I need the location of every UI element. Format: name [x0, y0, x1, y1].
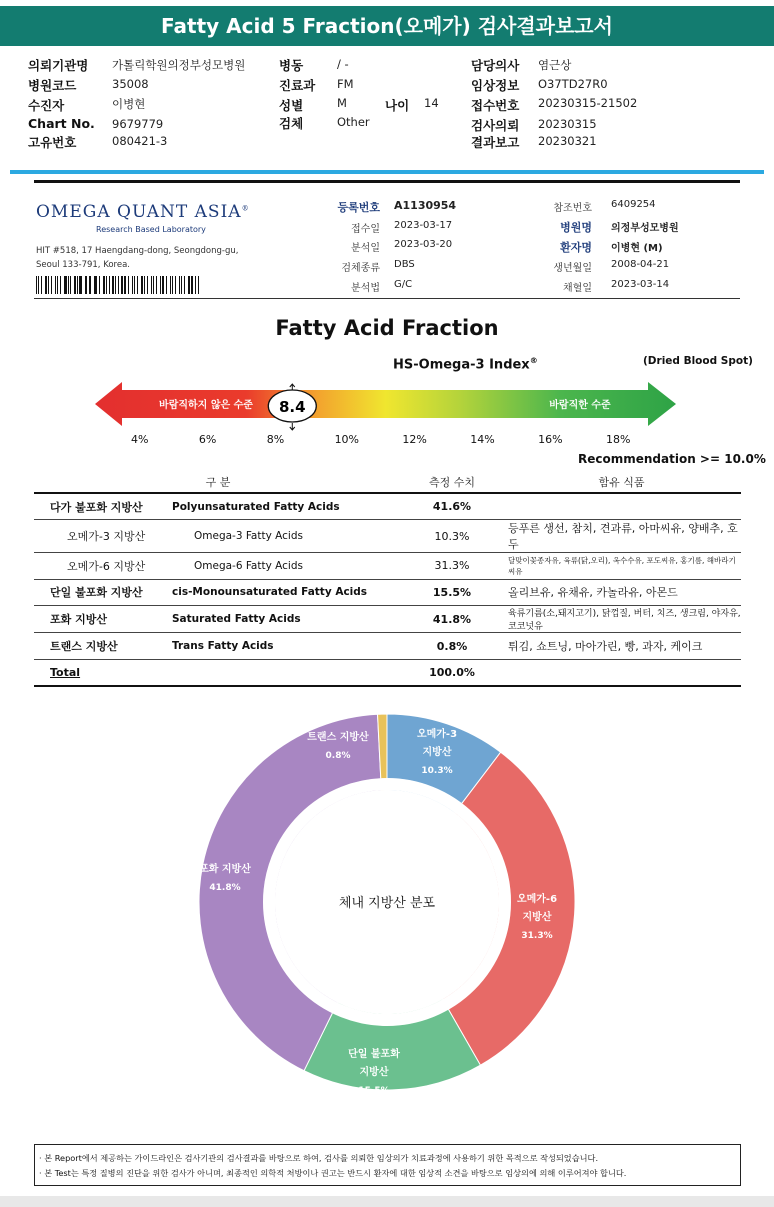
received-value: 2023-03-17 [394, 220, 453, 231]
row-value: 0.8% [402, 633, 502, 660]
chart-value: 9679779 [112, 117, 164, 131]
barcode-bar [106, 276, 107, 294]
specimen-value: Other [337, 115, 370, 129]
index-reg-mark: ® [529, 356, 538, 365]
total-value: 100.0% [402, 659, 502, 686]
barcode-bar [124, 276, 126, 294]
method-label: 분석법 [351, 283, 380, 294]
report-label: 결과보고 [471, 135, 520, 150]
index-title-text: HS-Omega-3 Index [393, 357, 530, 373]
table-row [34, 579, 741, 606]
barcode-bar [74, 276, 75, 294]
barcode-bar [68, 276, 69, 294]
bottom-band [0, 1196, 774, 1207]
recommendation: Recommendation >= 10.0% [578, 452, 766, 466]
slice-name-label: 지방산 [359, 1067, 389, 1078]
info-patient-value: 이병현 (M) [611, 243, 663, 254]
barcode-bar [95, 276, 96, 294]
request-value: 20230315 [538, 117, 597, 131]
index-value: 8.4 [278, 398, 306, 416]
barcode-bar [70, 276, 71, 294]
scale-tick: 10% [334, 433, 360, 446]
received-label: 접수일 [351, 224, 380, 235]
doctor-value: 염근상 [538, 58, 572, 72]
age-label: 나이 [385, 98, 410, 113]
draw-value: 2023-03-14 [611, 279, 670, 290]
barcode-bar [36, 276, 37, 294]
code-value: 35008 [112, 77, 149, 91]
lab-logo [36, 202, 250, 222]
slice-value-label: 15.5% [358, 1086, 390, 1096]
barcode-bar [79, 276, 81, 294]
sample-label: 검체종류 [341, 263, 380, 274]
scale-tick: 18% [606, 433, 631, 446]
slice-name-label: 오메가-6 [516, 894, 558, 905]
good-level-label: 바람직한 수준 [549, 400, 611, 411]
omega-index-scale [0, 374, 774, 436]
clinical-value: O37TD27R0 [538, 77, 608, 91]
report-title: Fatty Acid 5 Fraction(오메가) 검사결과보고서 [0, 6, 774, 46]
header-value: 측정 수치 [428, 476, 475, 489]
table-row [34, 553, 741, 580]
row-value: 41.6% [402, 493, 502, 520]
row-food: 튀김, 쇼트닝, 마아가린, 빵, 과자, 케이크 [502, 633, 741, 660]
row-english-name: cis-Monounsaturated Fatty Acids [172, 579, 402, 606]
hospital-label: 의뢰기관명 [28, 58, 89, 73]
id-label: 고유번호 [28, 135, 77, 150]
barcode-bar [170, 276, 171, 294]
barcode-bar [121, 276, 122, 294]
scale-tick: 4% [131, 433, 149, 446]
barcode-bar [99, 276, 100, 294]
barcode-bar [172, 276, 173, 294]
header-food: 함유 식품 [598, 476, 645, 489]
table-row [34, 606, 741, 633]
slice-name-label: 지방산 [422, 747, 452, 758]
marker-down-arrow [290, 423, 295, 430]
slice-value-label: 41.8% [209, 883, 241, 893]
slice-value-label: 0.8% [325, 751, 351, 761]
row-value: 15.5% [402, 579, 502, 606]
marker-up-arrow [290, 384, 295, 390]
barcode-bar [198, 276, 199, 294]
barcode-bar [144, 276, 145, 294]
index-title [393, 356, 538, 372]
doctor-label: 담당의사 [471, 58, 520, 73]
table-total-row [34, 659, 741, 686]
donut-title: 체내 지방산 분포 [338, 896, 436, 911]
row-food [502, 493, 741, 520]
total-food [502, 659, 741, 686]
hosp-value: 의정부성모병원 [611, 223, 679, 234]
scale-tick: 16% [538, 433, 563, 446]
ward-label: 병동 [279, 58, 304, 73]
row-english-name: Polyunsaturated Fatty Acids [172, 493, 402, 520]
row-category: 포화 지방산 [34, 606, 172, 633]
footer-note-1: · 본 Report에서 제공하는 가이드라인은 검사기관의 검사결과를 바탕으로 하여, 검사를 의뢰한 임상의가 치료과정에 사용하기 위한 목적으로 작성되었습니다. [39, 1153, 599, 1163]
slice-name-label: 지방산 [522, 912, 552, 923]
dept-label: 진료과 [279, 78, 316, 93]
barcode-bar [48, 276, 49, 294]
row-category: 다가 불포화 지방산 [34, 493, 172, 520]
barcode-bar [179, 276, 180, 294]
barcode-bar [181, 276, 182, 294]
barcode-bar [153, 276, 154, 294]
barcode-bar [60, 276, 61, 294]
barcode-bar [160, 276, 161, 294]
barcode-bar [85, 276, 86, 294]
total-label [34, 659, 172, 686]
row-english-name: Trans Fatty Acids [172, 633, 402, 660]
barcode-bar [191, 276, 192, 294]
barcode-bar [109, 276, 110, 294]
row-category: 오메가-6 지방산 [34, 553, 172, 580]
draw-label: 채혈일 [563, 283, 592, 294]
report-value: 20230321 [538, 134, 597, 148]
row-food: 달맞이꽃종자유, 육류(닭,오리), 옥수수유, 포도씨유, 홍기름, 해바라기씨유 [502, 553, 741, 580]
barcode-bar [112, 276, 113, 294]
slice-name-label: 트랜스 지방산 [307, 732, 369, 743]
row-category: 오메가-3 지방산 [34, 520, 172, 553]
barcode-bar [51, 276, 52, 294]
table-row [34, 633, 741, 660]
scale-tick: 14% [470, 433, 495, 446]
divider-black [34, 180, 740, 183]
barcode-bar [151, 276, 152, 294]
barcode-bar [103, 276, 105, 294]
analyzed-label: 분석일 [351, 243, 380, 254]
ward-value: / - [337, 57, 349, 71]
sample-value: DBS [394, 259, 415, 270]
barcode-bar [184, 276, 185, 294]
chart-label: Chart No. [28, 116, 95, 131]
receipt-label: 접수번호 [471, 98, 520, 113]
scale-tick: 6% [198, 433, 217, 446]
reg-no-label: 등록번호 [337, 201, 380, 214]
ref-no-value: 6409254 [611, 199, 656, 210]
row-food: 올리브유, 유채유, 카놀라유, 아몬드 [502, 579, 741, 606]
table-row [34, 493, 741, 520]
code-label: 병원코드 [28, 78, 77, 93]
specimen-label: 검체 [279, 116, 304, 131]
row-value: 10.3% [402, 520, 502, 553]
barcode-bar [137, 276, 138, 294]
reg-no-value: A1130954 [394, 199, 457, 212]
barcode-bar [166, 276, 167, 294]
bad-level-label: 바람직하지 않은 수준 [159, 400, 253, 411]
sex-label: 성별 [279, 98, 304, 113]
lab-reg-mark: ® [241, 204, 250, 213]
barcode-bar [89, 276, 90, 294]
barcode-bar [118, 276, 119, 294]
row-category: 단일 불포화 지방산 [34, 579, 172, 606]
total-spacer [172, 659, 402, 686]
barcode-bar [134, 276, 135, 294]
analyzed-value: 2023-03-20 [394, 239, 453, 250]
dept-value: FM [337, 77, 354, 91]
header-category: 구 분 [205, 476, 231, 489]
barcode-bar [55, 276, 56, 294]
info-patient-label: 환자명 [560, 241, 592, 254]
lab-name: OMEGA QUANT ASIA [36, 202, 242, 222]
divider-blue [10, 170, 764, 174]
patient-label: 수진자 [28, 98, 65, 113]
barcode-bar [41, 276, 42, 294]
barcode-bar [128, 276, 129, 294]
hosp-label: 병원명 [560, 221, 592, 234]
divider-thin [34, 298, 740, 299]
slice-value-label: 31.3% [521, 931, 553, 941]
row-value: 31.3% [402, 553, 502, 580]
barcode-bar [162, 276, 164, 294]
barcode-bar [195, 276, 196, 294]
dob-label: 생년월일 [553, 263, 592, 274]
receipt-value: 20230315-21502 [538, 96, 638, 110]
barcode-bar [45, 276, 47, 294]
lab-subtitle: Research Based Laboratory [96, 225, 206, 234]
slice-name-label: 오메가-3 [416, 729, 458, 740]
barcode-bar [86, 276, 87, 294]
clinical-label: 임상정보 [471, 78, 520, 93]
row-food: 육류기름(소,돼지고기), 닭껍질, 버터, 치즈, 생크림, 야자유, 코코넛유 [502, 606, 741, 633]
scale-tick: 8% [266, 433, 285, 446]
scale-tick: 12% [402, 433, 427, 446]
request-label: 검사의뢰 [471, 118, 520, 133]
barcode-bar [57, 276, 58, 294]
section-title: Fatty Acid Fraction [275, 316, 499, 340]
barcode-bar [94, 276, 95, 294]
table-header-row [34, 472, 741, 493]
hospital-value: 가톨릭학원의정부성모병원 [112, 58, 246, 72]
sex-value: M [337, 96, 347, 110]
patient-value: 이병현 [112, 97, 146, 111]
footer-notes [34, 1144, 741, 1186]
ref-no-label: 참조번호 [553, 203, 592, 214]
barcode-bar [64, 276, 66, 294]
method-value: G/C [394, 279, 413, 290]
footer-note-2: · 본 Test는 특정 질병의 진단을 위한 검사가 아니며, 최종적인 의학적 처방이나 권고는 반드시 환자에 대한 임상적 소견을 바탕으로 임상의에 의해 이루어져야 합니다. [39, 1168, 627, 1178]
table-row [34, 520, 741, 553]
fatty-acid-table [34, 472, 741, 687]
barcode-bar [115, 276, 116, 294]
barcode-bar [141, 276, 143, 294]
id-value: 080421-3 [112, 134, 168, 148]
dob-value: 2008-04-21 [611, 259, 670, 270]
lab-address: HIT #518, 17 Haengdang-dong, Seongdong-gu, Seoul 133-791, Korea. [36, 246, 239, 270]
age-value: 14 [424, 96, 439, 110]
slice-name-label: 단일 불포화 [348, 1049, 400, 1060]
barcode-bar [77, 276, 78, 294]
row-category: 트랜스 지방산 [34, 633, 172, 660]
barcode-bar [188, 276, 190, 294]
barcode [36, 276, 200, 294]
row-food: 등푸른 생선, 참치, 견과류, 아마씨유, 양배추, 호두 [502, 520, 741, 553]
barcode-bar [147, 276, 148, 294]
barcode-bar [175, 276, 176, 294]
row-value: 41.8% [402, 606, 502, 633]
slice-value-label: 10.3% [421, 766, 453, 776]
barcode-bar [156, 276, 157, 294]
slice-name-label: 포화 지방산 [199, 864, 251, 875]
barcode-bar [38, 276, 39, 294]
total-label-text: Total [50, 665, 81, 679]
sample-type: (Dried Blood Spot) [643, 355, 753, 367]
barcode-bar [132, 276, 133, 294]
row-english-name: Omega-3 Fatty Acids [172, 520, 402, 553]
row-english-name: Omega-6 Fatty Acids [172, 553, 402, 580]
row-english-name: Saturated Fatty Acids [172, 606, 402, 633]
